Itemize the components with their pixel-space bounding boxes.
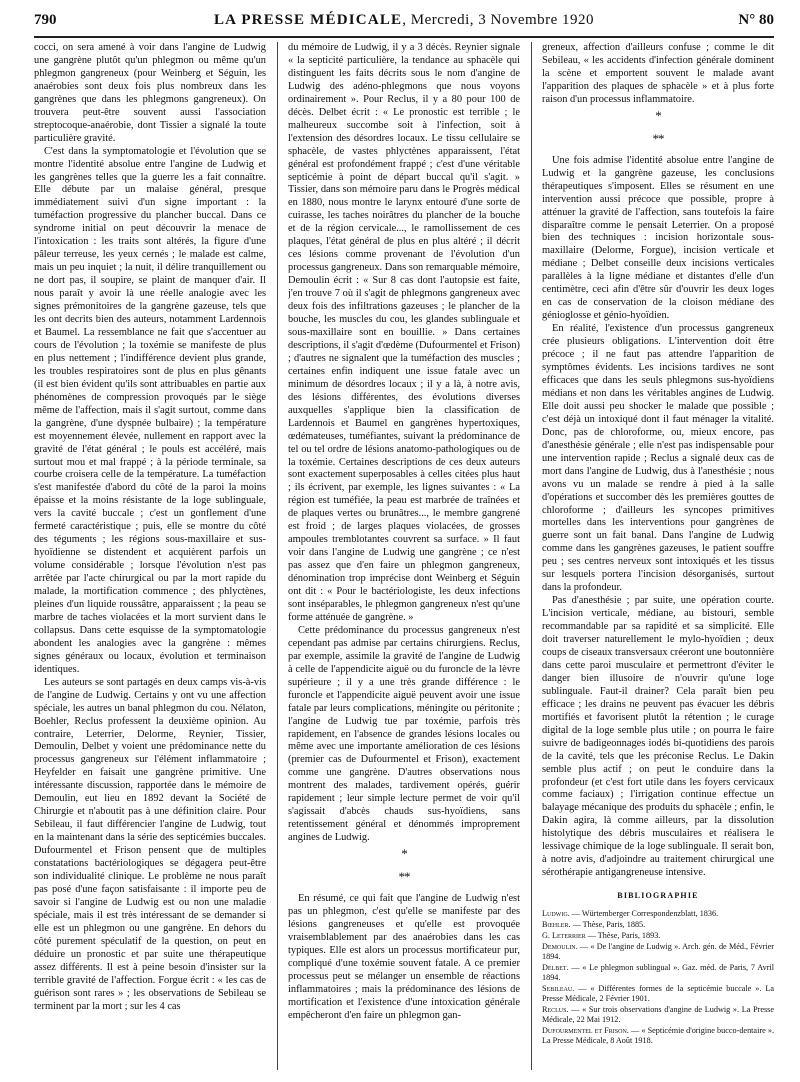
bib-author: Delbet.: [542, 963, 569, 973]
bib-text: — Würtemberger Correspondenzblatt, 1836.: [569, 909, 719, 919]
bib-author: Sebileau.: [542, 984, 575, 994]
bib-text: — « De l'angine de Ludwig ». Arch. gén. de Méd., Février 1894.: [542, 942, 774, 962]
bib-text: — Thèse, Paris, 1893.: [585, 931, 661, 941]
bib-author: G. Leterrier: [542, 931, 586, 941]
bib-author: Dufourmentel et Frison.: [542, 1026, 629, 1036]
column-divider: [531, 42, 532, 1070]
bib-text: — « Sur trois observations d'angine de Ludwig ». La Presse Médicale, 22 Mai 1912.: [542, 1005, 774, 1025]
asterism-separator: * **: [652, 107, 664, 146]
paragraph: Les auteurs se sont partagés en deux camps vis-à-vis de l'angine de Ludwig. Certains y ont vu une affection spéciale, les autres un banal phlegmon du cou. Nélaton, Boehler, Reclus professent la deuxième opinion. Au contraire, Leterrier, Delorme, Reynier, Tissier, Demoulin, Delbet y voient une prédominance nette du processus gangreneux sur l'élément inflammatoire ; Heyfelder en faisait une gangrène primitive. Une intéressante discussion, rapportée dans le mémoire de Demoulin, eut lieu en 1892 devant la Société de Chirurgie et n'aboutit pas à une définition claire. Pour Sebileau, il faut différencier l'angine de Ludwig, tout en la maintenant dans la série des septicémies buccales. Dufourmentel et Frison pensent que de multiples constatations bactériologiques se dégagera peut-être son individualité clinique. Le problème ne nous paraît pas posé d'une façon satisfaisante : il importe peu de savoir si l'angine de Ludwig est ou non une maladie spéciale, mais il est très intéressant de se demander si elle est un phlegmon ou une gangrène. En dehors du côté purement spéculatif de la question, on peut en déduire un pronostic et par suite une thérapeutique assez différents. Il est à peine besoin d'insister sur la terrible gravité de l'affection. Forgue écrit : « les cas de guérison sont rares » ; les observations de Sebileau se terminent par la mort ; sur les 4 cas: [34, 676, 266, 1012]
issue-number: N° 80: [738, 12, 774, 28]
paragraph: cocci, on sera amené à voir dans l'angine de Ludwig une gangrène plutôt qu'un phlegmon ou même qu'un phlegmon gangreneux (pour Weinberg et Séguin, les anaérobies sont deux fois plus nombreux dans les gangrènes que dans les phlegmons gangreneux). On trouvera peut-être souvent aussi l'association streptocoque-anaérobie, dont Tissier a signalé la toute particulière gravité.: [34, 42, 266, 144]
bibliography-entry: [542, 1005, 774, 1025]
paragraph: C'est dans la symptomatologie et l'évolution que se montre l'identité absolue entre l'angine de Ludwig et les gangrènes telles que la guerre les a fait connaître. Elle débute par un malaise général, presque immédiatement suivi d'un signe important : la tuméfaction progressive du plancher buccal. Dans ce syndrome initial on peut découvrir la menace de l'intoxication : les traits sont altérés, la figure d'une pâleur terreuse, les yeux cernés ; le malade est calme, mais un peu inquiet ; la nuit, il délire tranquillement ou ne dort pas, il soupire, se plaint de manquer d'air. Il nous paraît y avoir là une réelle analogie avec les signes prémonitoires de la gangrène gazeuse, tels que les ont decrits bien des auteurs, notamment Lardennois et Baumel. La ressemblance ne fait que s'accentuer au cours de l'évolution ; la toxémie se manifeste de plus en plus nettement ; l'indifférence devient plus grande, les troubles respiratoires sont de plus en plus gênants (il est bien évident qu'ils sont attribuables en partie aux phénomènes de compression provoqués par le siège même de l'affection, mais il s'agit surtout, comme dans la gangrène, d'une dyspnée bulbaire) ; la température est moyennement élevée, nullement en rapport avec la gravité de l'état général ; le pouls est accéléré, mais surtout mou et mal frappé ; à la période terminale, sa courbe croisera celle de la température. La tuméfaction s'est manifestée d'abord du côté de la paroi la moins épaisse et la moins résistante de la loge sublinguale, vers la cavité buccale ; c'est un gonflement d'une fermeté caractéristique ; puis, elle se montre du côté des téguments ; les régions sous-maxillaire et sus-hyoïdienne se distendent et acquièrent parfois un volume considérable ; lorsque l'évolution n'est pas arrêtée par l'acte chirurgical ou par la mort rapide du malade, la mortification commence ; des phlyctènes, pleines d'un liquide roussâtre, apparaissent ; la peau se marbre de taches violacées et la mort survient dans le collapsus. Dans cette esquisse de la symptomatologie abondent les analogies avec la gangrène : mêmes signes généraux ou locaux, évolution et terminaison identiques.: [34, 145, 266, 675]
bib-text: — « Le phlegmon sublingual ». Gaz. méd. de Paris, 7 Avril 1894.: [542, 963, 774, 983]
paragraph: En résumé, ce qui fait que l'angine de Ludwig n'est pas un phlegmon, c'est qu'elle se manifeste par des lésions gangreneuses et qu'elle est provoquée vraisemblablement par des anaérobies dans les cas typiques. Elle est alors un processus mortificateur pur, compliqué d'une toxémie souvent fatale. A ce premier processus peut se mélanger un ensemble de réactions inflammatoires ; mais la prédominance des lésions de mortification et l'existence d'une intoxication générale empêcheront d'en faire un phlegmon gan-: [288, 893, 520, 1021]
column-divider: [277, 42, 278, 1070]
paragraph: En réalité, l'existence d'un processus gangreneux crée plusieurs obligations. L'intervention doit être précoce ; il ne faut pas attendre l'apparition de symptômes évidents. Les incisions tardives ne sont efficaces que dans les seuls phlegmons sus-hyoïdiens médians et non dans les véritables angines de Ludwig. Elle doit aussi peu shocker le malade que possible ; c'est déjà un intoxiqué dont il faut ménager la vitalité. Donc, pas de chloroforme, ou, mieux encore, pas d'anesthésie générale ; elle n'est pas indispensable pour une intervention rapide ; Reclus a signalé deux cas de mort dans l'angine de Ludwig, dus à l'anesthésie ; nous avons vu un malade se rendre à pied à la salle d'opérations et succomber dès les premières gouttes de chloroforme ; d'ailleurs les syncopes primitives mortelles dans les interventions pour gangrènes de guerre sont un fait banal. Dans l'angine de Ludwig comme dans les gangrènes gazeuses, le patient souffre peu ; ses centres nerveux sont intoxiqués et les tissus sur lesquels portera l'incision désorganisés, surtout dans la profondeur.: [542, 323, 774, 594]
page-number: 790: [34, 12, 57, 28]
bibliography-entry: [542, 942, 774, 962]
bibliography-entry: [542, 909, 774, 919]
bibliography-title: BIBLIOGRAPHIE: [617, 891, 699, 901]
bibliography-entry: [542, 920, 774, 930]
asterism-separator: * **: [398, 846, 410, 885]
issue-date: , Mercredi, 3 Novembre 1920: [402, 12, 595, 28]
bibliography-entry: [542, 931, 774, 941]
bib-author: Bœhler.: [542, 920, 571, 930]
page-header: [34, 12, 774, 38]
paragraph: Cette prédominance du processus gangreneux n'est cependant pas admise par certains chirurgiens. Reclus, par exemple, assimile la gravité de l'angine de Ludwig à celle de l'appendicite aiguë ou du furoncle de la lèvre supérieure ; il y a une très grande différence : le furoncle et l'appendicite aiguë peuvent avoir une issue fatale par leurs complications, méningite ou péritonite ; l'angine de Ludwig tue par toxémie, parfois très rapidement, en l'absence de grandes lésions locales ou même avec une importante amélioration de ces lésions (premier cas de Dufourmentel et Frison), exactement comme une gangrène. D'autres observations nous montrent des malades, tardivement opérés, guérir rapidement ; leur simple lecture permet de voir qu'il s'agissait d'abcès chauds sus-hyoïdiens, sans retentissement général et dénommés improprement angines de Ludwig.: [288, 624, 520, 844]
column-3: [542, 42, 774, 1070]
article-body: [34, 42, 774, 1072]
bib-text: — « Différentes formes de la septicémie buccale ». La Presse Médicale, 2 Février 1901.: [542, 984, 774, 1004]
column-2: [288, 42, 520, 1070]
bib-author: Demoulin.: [542, 942, 578, 952]
journal-title-line: [34, 12, 774, 29]
bibliography-entry: [542, 984, 774, 1004]
column-1: [34, 42, 266, 1070]
journal-name: LA PRESSE MÉDICALE: [213, 12, 403, 28]
bibliography-entry: [542, 963, 774, 983]
bib-author: Reclus.: [542, 1005, 569, 1015]
bib-text: — Thèse, Paris, 1885.: [570, 920, 646, 930]
paragraph: Une fois admise l'identité absolue entre l'angine de Ludwig et la gangrène gazeuse, les conclusions thérapeutiques s'imposent. Elles se résument en une intervention aussi précoce que possible, propre à atténuer la gravité de l'affection, sans toutefois la faire disparaître comme le pensait Leterrier. On a proposé bien des techniques : incision horizontale sous-maxillaire (Delorme, Forgue), incision verticale et médiane ; Delbet conseille deux incisions verticales parallèles à la ligne médiane et distantes d'elle d'un centimètre, ceci afin d'être sûr d'ouvrir les deux loges en cas de conservation de la cloison médiane des génioglosse et génio-hyoïdien.: [542, 154, 774, 322]
paragraph: Pas d'anesthésie ; par suite, une opération courte. L'incision verticale, médiane, au bistouri, semble recommandable par sa rapidité et sa simplicité. Elle doit traverser naturellement le mylo-hyoïdien ; deux coups de ciseaux transversaux créeront une boutonnière dans cette paroi musculaire et permettront d'éviter le danger bien illusoire de n'ouvrir qu'une loge sublinguale. Faut-il drainer? Cela paraît bien peu efficace ; les drains ne peuvent pas évacuer les débris mortifiés et favorisent plutôt la rétention ; le curage digital de la loge semble plus utile ; on pourra le faire suivre de badigeonnages iodés bi-quotidiens des parois de la cavité, tels que les préconise Reclus. Le Dakin semble plus actif ; on peut le conduire dans la profondeur (et c'est fort utile dans les foyers cervicaux comme faciaux) ; l'irrigation continue effectue un balayage mécanique des produits du sphacèle ; enfin, le Dakin agira, là comme ailleurs, par la dissolution histolytique des débris musculaires et réalisera le lessivage chimique de la loge sublinguale. Il serait bon, à notre avis, d'adjoindre au traitement chirurgical une sérothérapie antigangreneuse intensive.: [542, 595, 774, 879]
bibliography-list: [542, 909, 774, 1046]
bib-text: — « Septicémie d'origine bucco-dentaire ». La Presse Médicale, 8 Août 1918.: [542, 1026, 774, 1046]
bib-author: Ludwig.: [542, 909, 570, 919]
bibliography-entry: [542, 1026, 774, 1046]
paragraph: du mémoire de Ludwig, il y a 3 décès. Reynier signale « la septicité particulière, la tendance au sphacèle qui distinguent les faits décrits sous le nom d'angine de Ludwig des adéno-phlegmons que nous voyons ordinairement ». Pour Reclus, il y a 80 pour 100 de décès. Delbet écrit : « Le pronostic est terrible ; le malheureux succombe soit à l'infection, soit à l'extension des désordres locaux. Le tissu cellulaire se sphacèle, de vastes phlyctènes apparaissent, l'état général est profondément frappé ; c'est d'une véritable septicémie à point de départ buccal qu'il s'agit. » Tissier, dans son mémoire paru dans le Progrès médical en 1880, nous montre le larynx entouré d'une sorte de cuirasse, les taches noirâtres du plancher de la bouche et de la région cervicale..., le ramollissement de ces plaques, l'état général de plus en plus altéré ; il décrit ces lésions comme provenant de l'évolution d'un processus gangreneux. Dans son remarquable mémoire, Demoulin écrit : « Sur 8 cas dont l'autopsie est faite, j'en trouve 7 où il s'agit de phlegmons gangreneux avec deux fois des infiltrations gazeuses ; le plancher de la bouche, les muscles du cou, les glandes sublinguale et sous-maxillaire sont en bouillie. » Dans certaines descriptions, il s'agit d'œdème (Dufourmentel et Frison) ; d'autres ne signalent que la tuméfaction des muscles ; certaines enfin indiquent une issue fatale avec un minimum de désordres locaux ; il y a là, à notre avis, des lésions différentes, des évolutions diverses auxquelles s'applique bien la classification de Lardennois et Baumel en gangrènes hypertoxiques, œdémateuses, tuméfiantes, suivant la prédominance de tel ou tel ordre de lésions anatomo-pathologiques ou de la toxémie. Certaines descriptions de ces deux auteurs sont exactement superposables à celles citées plus haut ; ils écrivent, par exemple, les lignes suivantes : « La région est tuméfiée, la peau est marbrée de traînées et de plaques vertes ou brunâtres..., le membre gangrené est froid ; de larges plaques violacées, de grosses ampoules tremblotantes couvrent sa surface. » Il faut voir dans l'angine de Ludwig une gangrène ; ce n'est pas assez que d'en faire un phlegmon gangreneux, dénomination trop imprécise dont Weinberg et Séguin ont dit : « Pour le bactériologiste, les deux infections sont inséparables, le phlegmon gangreneux n'est qu'une forme atténuée de gangrène. »: [288, 42, 520, 623]
paragraph: greneux, affection d'ailleurs confuse ; comme le dit Sebileau, « les accidents d'infection générale dominent la scène et emportent souvent le malade avant l'apparition des plaques de sphacèle » et à plus forte raison d'un processus inflammatoire.: [542, 42, 774, 105]
